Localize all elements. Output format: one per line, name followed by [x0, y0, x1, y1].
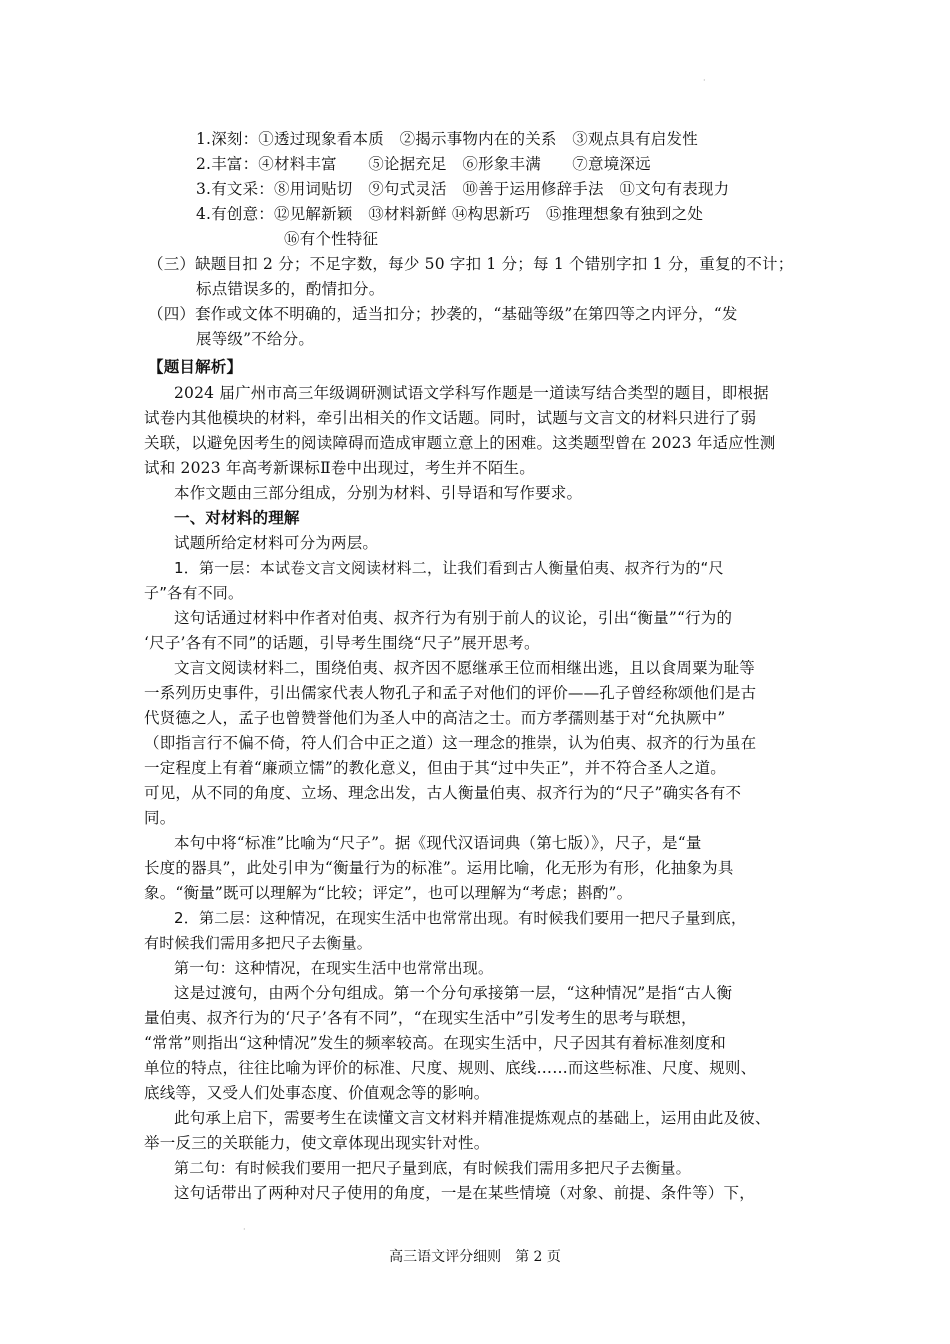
paragraph-history-line3: 代贤德之人，孟子也曾赞誉他们为圣人中的高洁之士。而方孝孺则基于对“允执厥中”	[144, 709, 726, 727]
paragraph-metaphor-line3: 象。“衡量”既可以理解为“比较；评定”，也可以理解为“考虑；斟酌”。	[144, 884, 633, 902]
criterion-creative: 4.有创意：⑫见解新颖 ⑬材料新鲜 ⑭构思新巧 ⑮推理想象有独到之处	[196, 205, 704, 223]
paragraph-intro-line3: 关联，以避免因考生的阅读障碍而造成审题立意上的困难。这类题型曾在 2023 年适应性测	[144, 434, 776, 452]
paragraph-link-line2: 举一反三的关联能力，使文章体现出现实针对性。	[144, 1134, 490, 1152]
paragraph-layers: 试题所给定材料可分为两层。	[174, 534, 379, 552]
paragraph-history-line4: （即指言行不偏不倚，符人们合中正之道）这一理念的推崇，认为伯夷、叔齐的行为虽在	[144, 734, 757, 752]
paragraph-history-line6: 可见，从不同的角度、立场、理念出发，古人衡量伯夷、叔齐行为的“尺子”确实各有不	[144, 784, 742, 802]
rule-four-line2: 展等级”不给分。	[196, 330, 315, 348]
paragraph-metaphor-line2: 长度的器具”，此处引申为“衡量行为的标准”。运用比喻，化无形为有形，化抽象为具	[144, 859, 734, 877]
paragraph-history-line7: 同。	[144, 809, 176, 827]
page-footer: 高三语文评分细则 第 2 页	[389, 1249, 561, 1265]
layer-one-line2: 子”各有不同。	[144, 584, 244, 602]
paragraph-intro-line4: 试和 2023 年高考新课标Ⅱ卷中出现过，考生并不陌生。	[144, 459, 535, 477]
paragraph-transition-line3: “常常”则指出“这种情况”发生的频率较高。在现实生活中，尺子因其有着标准刻度和	[144, 1034, 726, 1052]
paragraph-intro-line2: 试卷内其他模块的材料，牵引出相关的作文话题。同时，试题与文言文的材料只进行了弱	[144, 409, 757, 427]
paragraph-history-line5: 一定程度上有着“廉顽立懦”的教化意义，但由于其“过中失正”，并不符合圣人之道。	[144, 759, 726, 777]
sentence-one: 第一句：这种情况，在现实生活中也常常出现。	[174, 959, 494, 977]
layer-two-line1: 2．第二层：这种情况，在现实生活中也常常出现。有时候我们要用一把尺子量到底，	[174, 909, 747, 927]
rule-four-line1: （四）套作或文体不明确的，适当扣分；抄袭的，“基础等级”在第四等之内评分，“发	[148, 305, 738, 323]
paragraph-link-line1: 此句承上启下，需要考生在读懂文言文材料并精准提炼观点的基础上，运用由此及彼、	[174, 1109, 771, 1127]
rule-three-line1: （三）缺题目扣 2 分；不足字数，每少 50 字扣 1 分；每 1 个错别字扣 1 分，重复的不计；	[148, 255, 794, 273]
layer-one-line1: 1．第一层：本试卷文言文阅读材料二，让我们看到古人衡量伯夷、叔齐行为的“尺	[174, 559, 724, 577]
paragraph-history-line2: 一系列历史事件，引出儒家代表人物孔子和孟子对他们的评价——孔子曾经称颂他们是古	[144, 684, 757, 702]
paragraph-ruler-line1: 这句话通过材料中作者对伯夷、叔齐行为有别于前人的议论，引出“衡量”“行为的	[174, 609, 733, 627]
criterion-creative-cont: ⑯有个性特征	[284, 230, 379, 248]
corner-mark: ·	[703, 76, 706, 85]
section-one-heading: 一、对材料的理解	[174, 508, 300, 527]
rule-three-line2: 标点错误多的，酌情扣分。	[196, 280, 385, 298]
paragraph-ruler-line2: ‘尺子’各有不同”的话题，引导考生围绕“尺子”展开思考。	[144, 634, 540, 652]
bottom-mark: ·	[243, 1225, 246, 1234]
criterion-literary: 3.有文采：⑧用词贴切 ⑨句式灵活 ⑩善于运用修辞手法 ⑪文句有表现力	[196, 180, 730, 198]
layer-two-line2: 有时候我们需用多把尺子去衡量。	[144, 934, 373, 952]
paragraph-transition-line5: 底线等，又受人们处事态度、价值观念等的影响。	[144, 1084, 490, 1102]
paragraph-structure: 本作文题由三部分组成，分别为材料、引导语和写作要求。	[174, 484, 583, 502]
sentence-two: 第二句：有时候我们要用一把尺子量到底，有时候我们需用多把尺子去衡量。	[174, 1159, 691, 1177]
paragraph-intro-line1: 2024 届广州市高三年级调研测试语文学科写作题是一道读写结合类型的题目，即根据	[174, 384, 769, 402]
criterion-deep: 1.深刻：①透过现象看本质 ②揭示事物内在的关系 ③观点具有启发性	[196, 130, 698, 148]
paragraph-history-line1: 文言文阅读材料二，围绕伯夷、叔齐因不愿继承王位而相继出逃，且以食周粟为耻等	[174, 659, 755, 677]
paragraph-angles: 这句话带出了两种对尺子使用的角度，一是在某些情境（对象、前提、条件等）下，	[174, 1184, 755, 1202]
criterion-rich: 2.丰富：④材料丰富 ⑤论据充足 ⑥形象丰满 ⑦意境深远	[196, 155, 651, 173]
paragraph-transition-line2: 量伯夷、叔齐行为的‘尺子’各有不同”，“在现实生活中”引发考生的思考与联想，	[144, 1009, 697, 1027]
analysis-heading: 【题目解析】	[148, 357, 243, 376]
paragraph-metaphor-line1: 本句中将“标准”比喻为“尺子”。据《现代汉语词典（第七版）》，尺子，是“量	[174, 834, 702, 852]
paragraph-transition-line4: 单位的特点，往往比喻为评价的标准、尺度、规则、底线……而这些标准、尺度、规则、	[144, 1059, 757, 1077]
paragraph-transition-line1: 这是过渡句，由两个分句组成。第一个分句承接第一层，“这种情况”是指“古人衡	[174, 984, 733, 1002]
